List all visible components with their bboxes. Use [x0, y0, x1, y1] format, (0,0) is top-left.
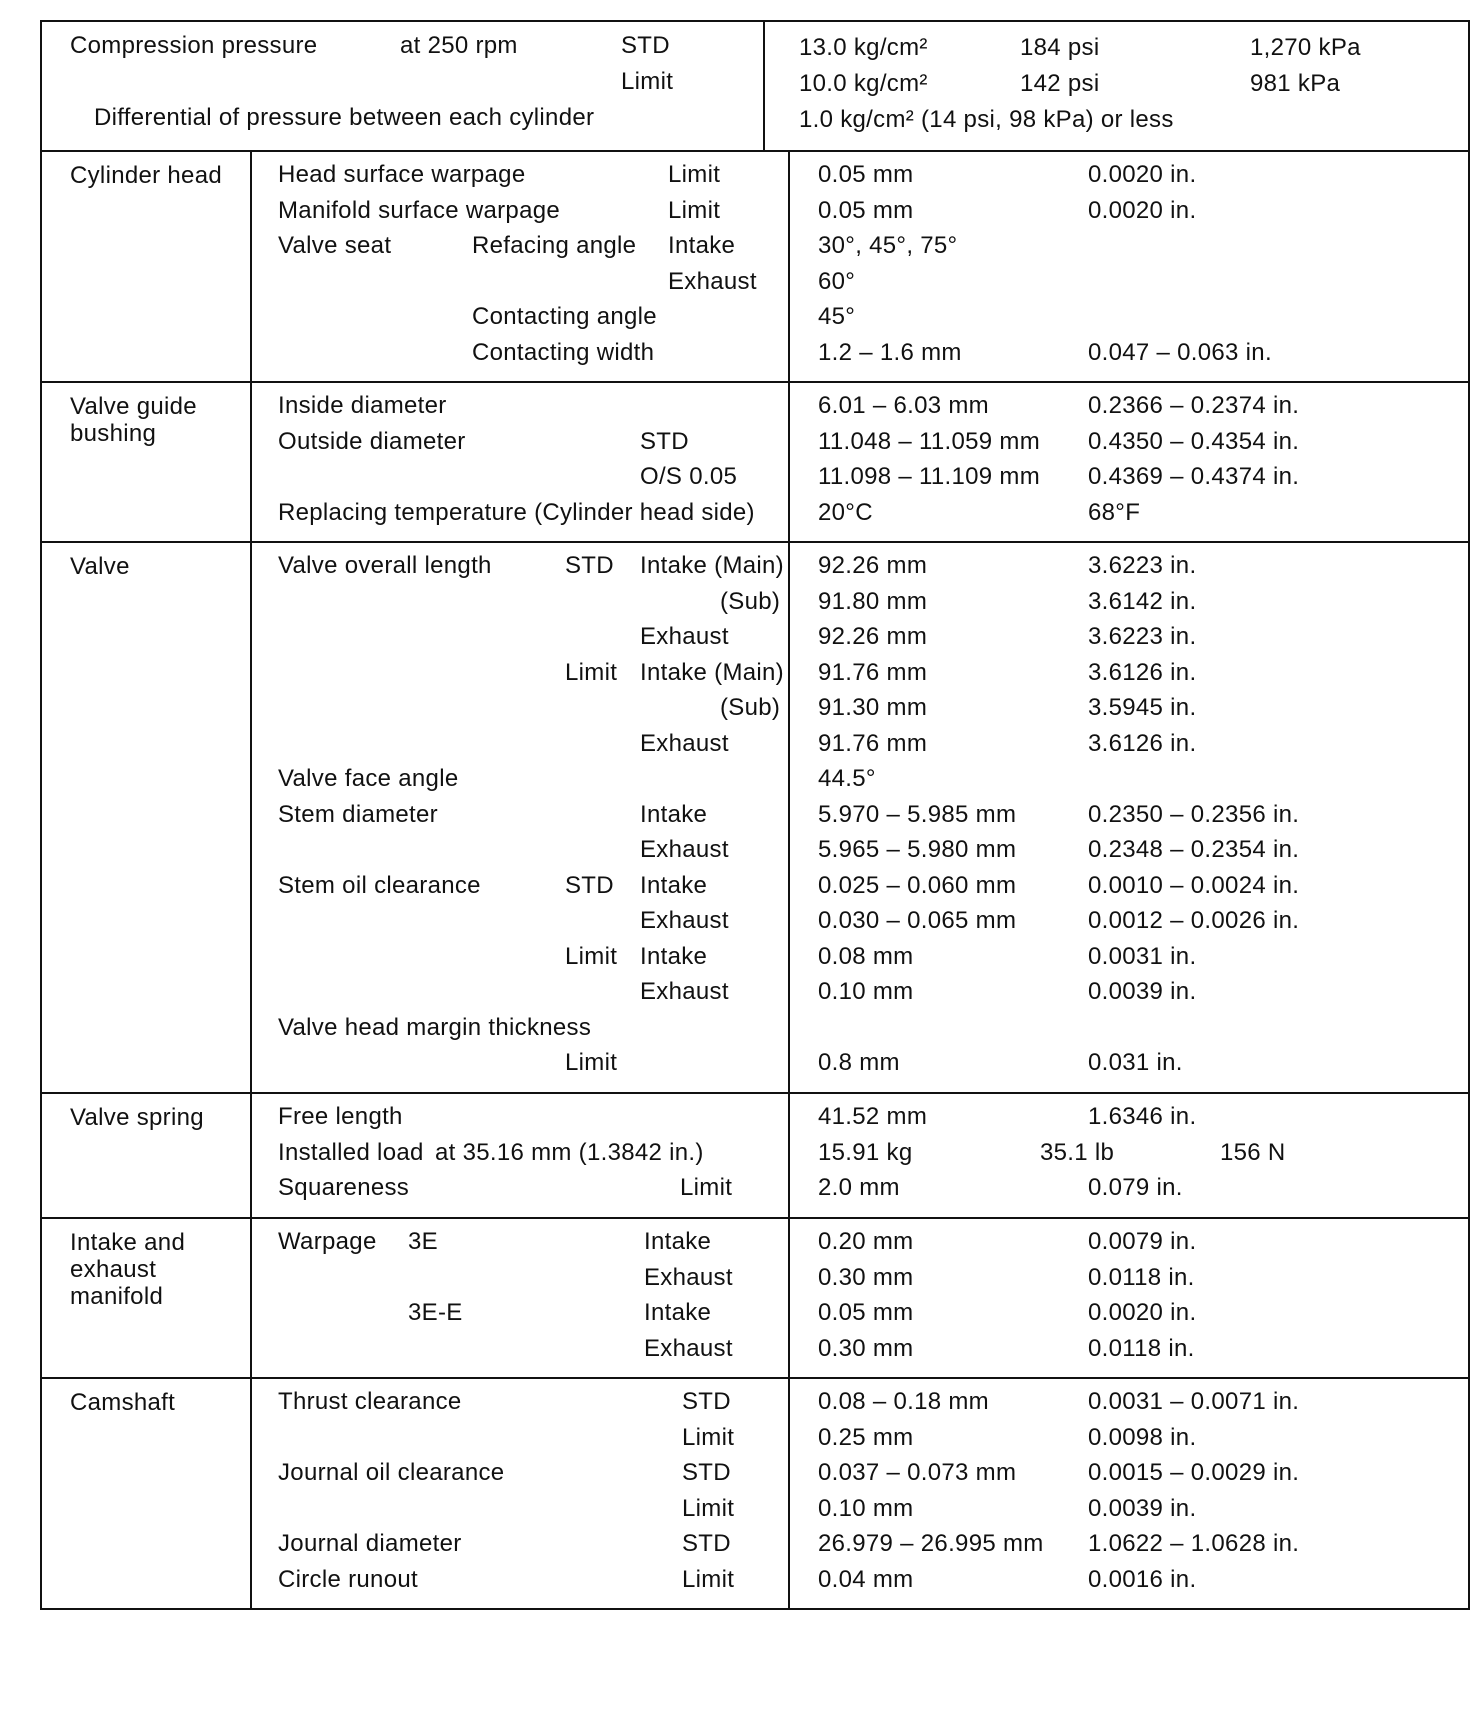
spec-value-imperial: 1.0622 – 1.0628 in. — [1088, 1530, 1300, 1557]
spec-value-imperial: 0.2366 – 0.2374 in. — [1088, 392, 1300, 419]
spec-qualifier: Exhaust — [640, 836, 729, 863]
spec-item-label: Head surface warpage — [278, 161, 526, 188]
rule-title-col — [250, 1092, 252, 1217]
spec-qualifier: Intake (Main) — [640, 659, 784, 686]
spec-value-metric: 0.037 – 0.073 mm — [818, 1459, 1017, 1486]
rule-title-col — [250, 1217, 252, 1377]
rule-value-col — [788, 1092, 790, 1217]
spec-condition: 3E — [408, 1228, 438, 1255]
spec-value-imperial: 0.0020 in. — [1088, 161, 1197, 188]
spec-value-imperial: 3.6223 in. — [1088, 552, 1197, 579]
compression-limit-psi: 142 psi — [1020, 70, 1100, 97]
compression-diff-label: Differential of pressure between each cylinder — [94, 104, 595, 131]
spec-item-label: Valve face angle — [278, 765, 459, 792]
spec-item-label: Outside diameter — [278, 428, 466, 455]
spec-value-metric: 0.025 – 0.060 mm — [818, 872, 1017, 899]
compression-limit-label: Limit — [621, 68, 674, 95]
spec-qualifier: Limit — [682, 1495, 735, 1522]
rule-title-col — [250, 381, 252, 541]
spec-qualifier: STD — [682, 1459, 731, 1486]
spec-value-imperial: 68°F — [1088, 499, 1141, 526]
spec-value-metric: 0.05 mm — [818, 1299, 914, 1326]
spec-value-metric: 44.5° — [818, 765, 876, 792]
spec-qualifier: STD — [682, 1530, 731, 1557]
spec-item-label: Installed load — [278, 1139, 424, 1166]
spec-value-metric: 15.91 kg — [818, 1139, 913, 1166]
rule-right — [1468, 1377, 1470, 1608]
spec-qualifier: STD — [640, 428, 689, 455]
spec-value-imperial: 0.0020 in. — [1088, 197, 1197, 224]
section-rule — [40, 381, 1470, 383]
spec-value-metric: 45° — [818, 303, 856, 330]
spec-item-label: Journal oil clearance — [278, 1459, 505, 1486]
rule-top — [40, 20, 1470, 22]
section-title: Intake and exhaust manifold — [70, 1229, 186, 1310]
spec-item-label: Warpage — [278, 1228, 377, 1255]
spec-qualifier: Exhaust — [640, 730, 729, 757]
spec-condition: STD — [565, 552, 614, 579]
compression-label: Compression pressure — [70, 32, 318, 59]
spec-value-metric: 60° — [818, 268, 856, 295]
spec-item-label: Inside diameter — [278, 392, 447, 419]
section-rule — [40, 1377, 1470, 1379]
spec-value-metric: 11.048 – 11.059 mm — [818, 428, 1040, 455]
spec-value-metric: 0.8 mm — [818, 1049, 900, 1076]
spec-value-imperial: 0.0031 in. — [1088, 943, 1197, 970]
compression-limit-kpa: 981 kPa — [1250, 70, 1341, 97]
spec-value-imperial: 0.0079 in. — [1088, 1228, 1197, 1255]
compression-diff-value: 1.0 kg/cm² (14 psi, 98 kPa) or less — [799, 106, 1174, 133]
spec-value-metric: 0.25 mm — [818, 1424, 914, 1451]
spec-qualifier: Limit — [680, 1174, 733, 1201]
spec-condition: Limit — [565, 1049, 618, 1076]
spec-value-metric: 11.098 – 11.109 mm — [818, 463, 1040, 490]
spec-condition: Contacting angle — [472, 303, 657, 330]
spec-value-imperial: 0.0031 – 0.0071 in. — [1088, 1388, 1300, 1415]
rule-bottom — [40, 1608, 1470, 1610]
spec-value-metric: 0.030 – 0.065 mm — [818, 907, 1017, 934]
spec-value-metric: 91.80 mm — [818, 588, 928, 615]
spec-item-label: Squareness — [278, 1174, 410, 1201]
spec-value-imperial: 0.2350 – 0.2356 in. — [1088, 801, 1300, 828]
spec-value-metric: 91.76 mm — [818, 659, 928, 686]
spec-item-label: Manifold surface warpage — [278, 197, 561, 224]
spec-qualifier: Exhaust — [668, 268, 757, 295]
spec-value-metric: 1.2 – 1.6 mm — [818, 339, 962, 366]
section-title: Valve guide bushing — [70, 393, 197, 447]
rule-left — [40, 1092, 42, 1217]
spec-value-lb: 35.1 lb — [1040, 1139, 1115, 1166]
spec-value-metric: 0.10 mm — [818, 1495, 914, 1522]
compression-std-kpa: 1,270 kPa — [1250, 34, 1361, 61]
rule-right — [1468, 381, 1470, 541]
compression-std-label: STD — [621, 32, 670, 59]
section-rule — [40, 541, 1470, 543]
rule-right — [1468, 541, 1470, 1092]
spec-value-imperial: 0.2348 – 0.2354 in. — [1088, 836, 1300, 863]
spec-item-label: Stem diameter — [278, 801, 438, 828]
spec-value-metric: 20°C — [818, 499, 873, 526]
spec-condition: Refacing angle — [472, 232, 637, 259]
rule-right — [1468, 150, 1470, 381]
spec-value-metric: 6.01 – 6.03 mm — [818, 392, 989, 419]
spec-value-imperial: 3.6142 in. — [1088, 588, 1197, 615]
rule-title-col — [250, 541, 252, 1092]
spec-qualifier: Intake — [644, 1299, 712, 1326]
spec-value-imperial: 0.0015 – 0.0029 in. — [1088, 1459, 1300, 1486]
spec-value-imperial: 0.031 in. — [1088, 1049, 1183, 1076]
spec-value-metric: 0.08 – 0.18 mm — [818, 1388, 989, 1415]
section-title: Camshaft — [70, 1389, 176, 1416]
spec-qualifier: Intake — [644, 1228, 712, 1255]
spec-qualifier: STD — [682, 1388, 731, 1415]
spec-qualifier: Exhaust — [644, 1335, 733, 1362]
spec-value-metric: 0.08 mm — [818, 943, 914, 970]
section-rule — [40, 1217, 1470, 1219]
spec-value-newton: 156 N — [1220, 1139, 1286, 1166]
section-title: Valve — [70, 553, 130, 580]
spec-value-imperial: 0.0098 in. — [1088, 1424, 1197, 1451]
rule-right — [1468, 1217, 1470, 1377]
section-title: Cylinder head — [70, 162, 222, 189]
rule-left — [40, 150, 42, 381]
spec-value-imperial: 0.0118 in. — [1088, 1335, 1195, 1362]
compression-limit-kg: 10.0 kg/cm² — [799, 70, 928, 97]
rule-value-col — [788, 150, 790, 381]
spec-qualifier: Limit — [668, 161, 721, 188]
spec-value-imperial: 0.079 in. — [1088, 1174, 1183, 1201]
spec-condition: 3E-E — [408, 1299, 463, 1326]
section-rule — [40, 1092, 1470, 1094]
spec-qualifier: Intake — [640, 872, 708, 899]
spec-value-imperial: 3.6126 in. — [1088, 730, 1197, 757]
rule-value-col — [788, 1377, 790, 1608]
spec-value-imperial: 0.4369 – 0.4374 in. — [1088, 463, 1300, 490]
compression-rpm: at 250 rpm — [400, 32, 518, 59]
spec-condition: Limit — [565, 659, 618, 686]
spec-value-imperial: 0.0118 in. — [1088, 1264, 1195, 1291]
spec-value-metric: 0.04 mm — [818, 1566, 914, 1593]
spec-qualifier: O/S 0.05 — [640, 463, 738, 490]
spec-value-metric: 92.26 mm — [818, 552, 928, 579]
section-title: Valve spring — [70, 1104, 204, 1131]
spec-condition: STD — [565, 872, 614, 899]
spec-item-label: Circle runout — [278, 1566, 418, 1593]
rule-title-col — [250, 1377, 252, 1608]
rule-left — [40, 381, 42, 541]
compression-std-psi: 184 psi — [1020, 34, 1100, 61]
spec-value-metric: 0.20 mm — [818, 1228, 914, 1255]
spec-value-metric: 0.10 mm — [818, 978, 914, 1005]
compression-std-kg: 13.0 kg/cm² — [799, 34, 928, 61]
spec-qualifier: (Sub) — [720, 588, 781, 615]
spec-condition: at 35.16 mm (1.3842 in.) — [435, 1139, 704, 1166]
spec-value-metric: 0.05 mm — [818, 161, 914, 188]
spec-qualifier: Limit — [682, 1424, 735, 1451]
spec-value-imperial: 0.4350 – 0.4354 in. — [1088, 428, 1300, 455]
spec-value-imperial: 3.5945 in. — [1088, 694, 1197, 721]
spec-qualifier: Intake — [640, 943, 708, 970]
spec-value-imperial: 0.0020 in. — [1088, 1299, 1197, 1326]
spec-sheet — [40, 20, 1470, 1700]
spec-item-label: Stem oil clearance — [278, 872, 481, 899]
rule-right — [1468, 1092, 1470, 1217]
spec-item-label: Valve seat — [278, 232, 392, 259]
spec-item-label: Free length — [278, 1103, 403, 1130]
rule-mid-top — [763, 20, 765, 150]
spec-value-imperial: 3.6126 in. — [1088, 659, 1197, 686]
spec-value-metric: 0.05 mm — [818, 197, 914, 224]
spec-item-label: Journal diameter — [278, 1530, 462, 1557]
spec-value-imperial: 0.0039 in. — [1088, 1495, 1197, 1522]
spec-qualifier: Exhaust — [640, 907, 729, 934]
spec-condition: Contacting width — [472, 339, 655, 366]
spec-value-metric: 0.30 mm — [818, 1335, 914, 1362]
spec-value-imperial: 0.0010 – 0.0024 in. — [1088, 872, 1300, 899]
spec-item-label: Valve overall length — [278, 552, 492, 579]
rule-left — [40, 541, 42, 1092]
spec-condition: Limit — [565, 943, 618, 970]
spec-qualifier: Exhaust — [644, 1264, 733, 1291]
spec-item-label: Thrust clearance — [278, 1388, 462, 1415]
spec-qualifier: Exhaust — [640, 623, 729, 650]
spec-qualifier: (Sub) — [720, 694, 781, 721]
rule-right-top — [1468, 20, 1470, 150]
spec-value-imperial: 3.6223 in. — [1088, 623, 1197, 650]
spec-value-metric: 92.26 mm — [818, 623, 928, 650]
spec-value-metric: 91.76 mm — [818, 730, 928, 757]
spec-value-metric: 41.52 mm — [818, 1103, 928, 1130]
section-rule — [40, 150, 1470, 152]
spec-value-metric: 91.30 mm — [818, 694, 928, 721]
spec-item-label: Replacing temperature (Cylinder head side) — [278, 499, 755, 526]
spec-value-imperial: 1.6346 in. — [1088, 1103, 1197, 1130]
rule-value-col — [788, 381, 790, 541]
spec-value-metric: 5.965 – 5.980 mm — [818, 836, 1017, 863]
spec-qualifier: Exhaust — [640, 978, 729, 1005]
spec-value-imperial: 0.0039 in. — [1088, 978, 1197, 1005]
rule-value-col — [788, 541, 790, 1092]
spec-value-metric: 26.979 – 26.995 mm — [818, 1530, 1044, 1557]
spec-qualifier: Intake — [668, 232, 736, 259]
spec-value-metric: 30°, 45°, 75° — [818, 232, 958, 259]
rule-left-top — [40, 20, 42, 150]
spec-value-metric: 2.0 mm — [818, 1174, 900, 1201]
rule-title-col — [250, 150, 252, 381]
spec-item-label: Valve head margin thickness — [278, 1014, 592, 1041]
spec-qualifier: Intake — [640, 801, 708, 828]
spec-value-imperial: 0.0012 – 0.0026 in. — [1088, 907, 1300, 934]
spec-qualifier: Intake (Main) — [640, 552, 784, 579]
rule-left — [40, 1217, 42, 1377]
rule-value-col — [788, 1217, 790, 1377]
spec-qualifier: Limit — [668, 197, 721, 224]
spec-qualifier: Limit — [682, 1566, 735, 1593]
spec-value-metric: 0.30 mm — [818, 1264, 914, 1291]
rule-left — [40, 1377, 42, 1608]
spec-value-imperial: 0.047 – 0.063 in. — [1088, 339, 1272, 366]
spec-value-metric: 5.970 – 5.985 mm — [818, 801, 1017, 828]
spec-value-imperial: 0.0016 in. — [1088, 1566, 1197, 1593]
